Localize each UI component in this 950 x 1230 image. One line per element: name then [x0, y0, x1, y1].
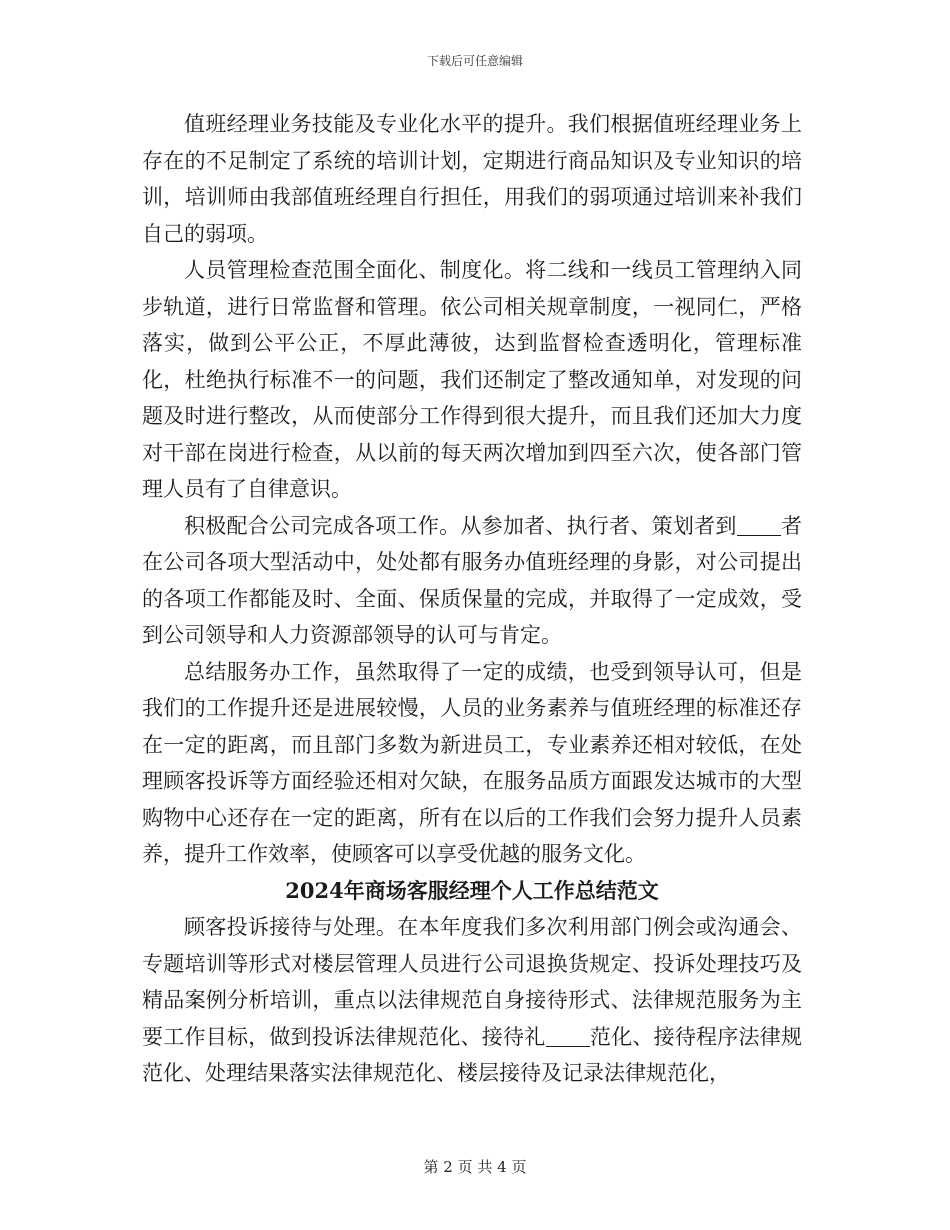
paragraph-training: 值班经理业务技能及专业化水平的提升。我们根据值班经理业务上存在的不足制定了系统的培训计划，定期进行商品知识及专业知识的培训，培训师由我部值班经理自行担任，用我们的弱项通过培训来补我们自己的弱项。	[142, 112, 802, 246]
blank-underline	[546, 1025, 590, 1047]
blank-underline	[737, 514, 781, 536]
paragraph-staff-management: 人员管理检查范围全面化、制度化。将二线和一线员工管理纳入同步轨道，进行日常监督和管理。依公司相关规章制度，一视同仁，严格落实，做到公平公正，不厚此薄彼，达到监督检查透明化，管理标准化，杜绝执行标准不一的问题，我们还制定了整改通知单，对发现的问题及时进行整改，从而使部分工作得到很大提升，而且我们还加大力度对干部在岗进行检查，从以前的每天两次增加到四至六次，使各部门管理人员有了自律意识。	[142, 258, 802, 501]
paragraph-complaint-part2: 范化、接待程序法律规范化、处理结果落实法律规范化、楼层接待及记录法律规范化，	[142, 1024, 803, 1085]
section-title: 2024年商场客服经理个人工作总结范文	[285, 877, 659, 903]
paragraph-company-work-part2: 者在公司各项大型活动中，处处都有服务办值班经理的身影，对公司提出的各项工作都能及时、全面、保质保量的完成，并取得了一定成效，受到公司领导和人力资源部领导的认可与肯定。	[142, 513, 803, 647]
paragraph-complaint-handling	[142, 909, 802, 1092]
page-number: 第 2 页 共 4 页	[423, 1158, 527, 1176]
document-body	[142, 106, 802, 1092]
paragraph-company-work-part1: 积极配合公司完成各项工作。从参加者、执行者、策划者到	[184, 513, 737, 538]
paragraph-complaint-part1: 顾客投诉接待与处理。在本年度我们多次利用部门例会或沟通会、专题培训等形式对楼层管理人员进行公司退换货规定、投诉处理技巧及精品案例分析培训，重点以法律规范自身接待形式、法律规范服务为主要工作目标，做到投诉法律规范化、接待礼	[142, 915, 802, 1049]
paragraph-summary: 总结服务办工作，虽然取得了一定的成绩，也受到领导认可，但是我们的工作提升还是进展较慢，人员的业务素养与值班经理的标准还存在一定的距离，而且部门多数为新进员工，专业素养还相对较低，在处理顾客投诉等方面经验还相对欠缺，在服务品质方面跟发达城市的大型购物中心还存在一定的距离，所有在以后的工作我们会努力提升人员素养，提升工作效率，使顾客可以享受优越的服务文化。	[142, 659, 802, 866]
paragraph-company-work	[142, 508, 802, 654]
page-header-note: 下载后可任意编辑	[426, 54, 523, 68]
